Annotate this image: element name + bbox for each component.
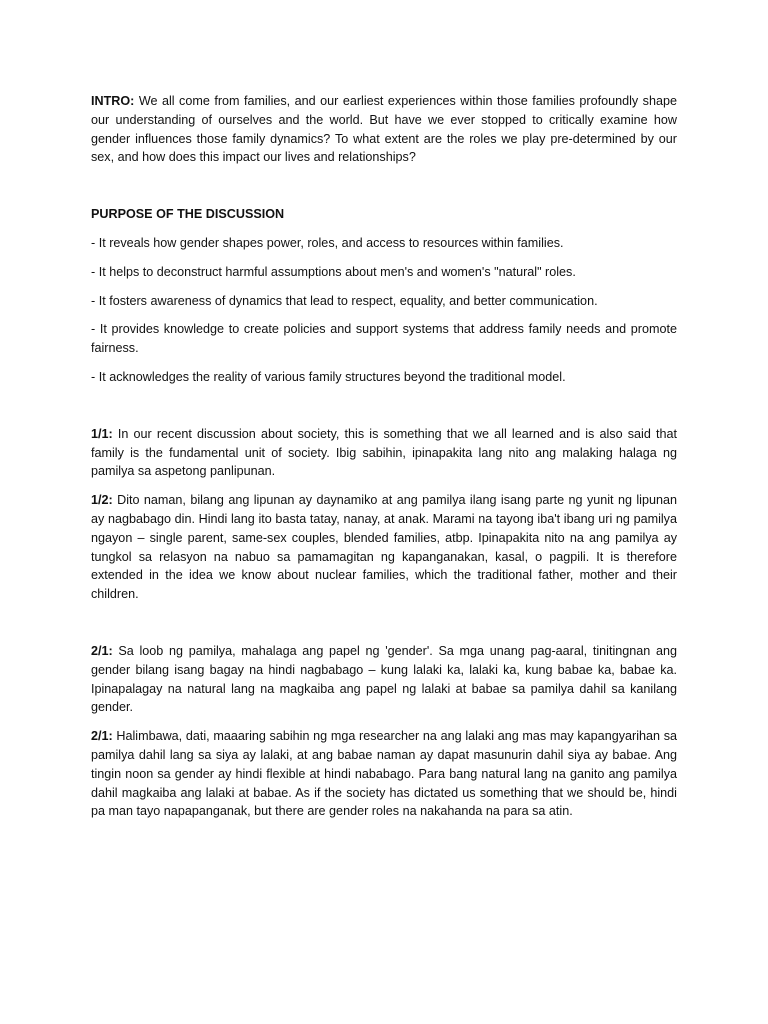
section-paragraph [91, 425, 677, 481]
section-text: In our recent discussion about society, this is something that we all learned and is also said that family is the fundamental unit of society. Ibig sabihin, ipinapakita lang nito ang malaking halaga ng pamilya sa aspetong panlipunan. [91, 426, 677, 479]
section-text: Sa loob ng pamilya, mahalaga ang papel ng 'gender'. Sa mga unang pag-aaral, tinitingnan ang gender bilang isang bagay na hindi nagbabago – kung lalaki ka, lalaki ka, kung babae ka, babae ka. Ipinapalagay na natural lang na magkaiba ang papel ng lalaki at babae sa pamilya dahil sa kanilang gender. [91, 643, 677, 715]
section-label: 2/1: [91, 643, 113, 658]
purpose-bullet: - It fosters awareness of dynamics that lead to respect, equality, and better communication. [91, 293, 598, 308]
purpose-bullet: - It provides knowledge to create policies and support systems that address family needs and promote fairness. [91, 322, 677, 356]
purpose-bullet: - It helps to deconstruct harmful assumptions about men's and women's "natural" roles. [91, 264, 576, 279]
section-label: 1/1: [91, 426, 113, 441]
section-label: 2/1: [91, 729, 113, 744]
purpose-heading: PURPOSE OF THE DISCUSSION [91, 207, 285, 222]
intro-label: INTRO: [91, 94, 135, 108]
section-label: 1/2: [91, 493, 113, 508]
section-paragraph [91, 491, 677, 604]
intro-paragraph [91, 92, 677, 167]
intro-text: We all come from families, and our earliest experiences within those families profoundly shape our understanding of ourselves and the world. But have we ever stopped to critically examine how gender influences those family dynamics? To what extent are the roles we play pre-determined by our sex, and how does this impact our lives and relationships? [91, 94, 677, 165]
document-page [91, 92, 677, 831]
purpose-bullet: - It reveals how gender shapes power, roles, and access to resources within families. [91, 235, 564, 250]
section-text: Halimbawa, dati, maaaring sabihin ng mga researcher na ang lalaki ang mas may kapangyarihan sa pamilya dahil lang sa siya ay lalaki, at ang babae naman ay dapat masunurin dahil siya ay babae. Ang tingin noon sa gender ay hindi flexible at hindi nababago. Para bang natural lang na ganito ang pamilya dahil magkaiba ang lalaki at babae. As if the society has dictated us something that we should be, hindi pa man tayo napapanganak, but there are gender roles na nakahanda na para sa atin. [91, 729, 677, 819]
section-text: Dito naman, bilang ang lipunan ay daynamiko at ang pamilya ilang isang parte ng yunit ng lipunan ay nagbabago din. Hindi lang ito basta tatay, nanay, at anak. Marami na tayong iba't ibang uri ng pamilya ngayon – single parent, same-sex couples, blended families, atbp. Ipinapakita nito na ang pamilya ay tungkol sa relasyon na nabuo sa pamamagitan ng kapanganakan, kasal, o pagpili. It is therefore extended in the idea we know about nuclear families, which the traditional father, mother and their children. [91, 493, 677, 602]
section-paragraph [91, 642, 677, 717]
section-paragraph [91, 727, 677, 821]
purpose-bullet: - It acknowledges the reality of various family structures beyond the traditional model. [91, 369, 566, 384]
